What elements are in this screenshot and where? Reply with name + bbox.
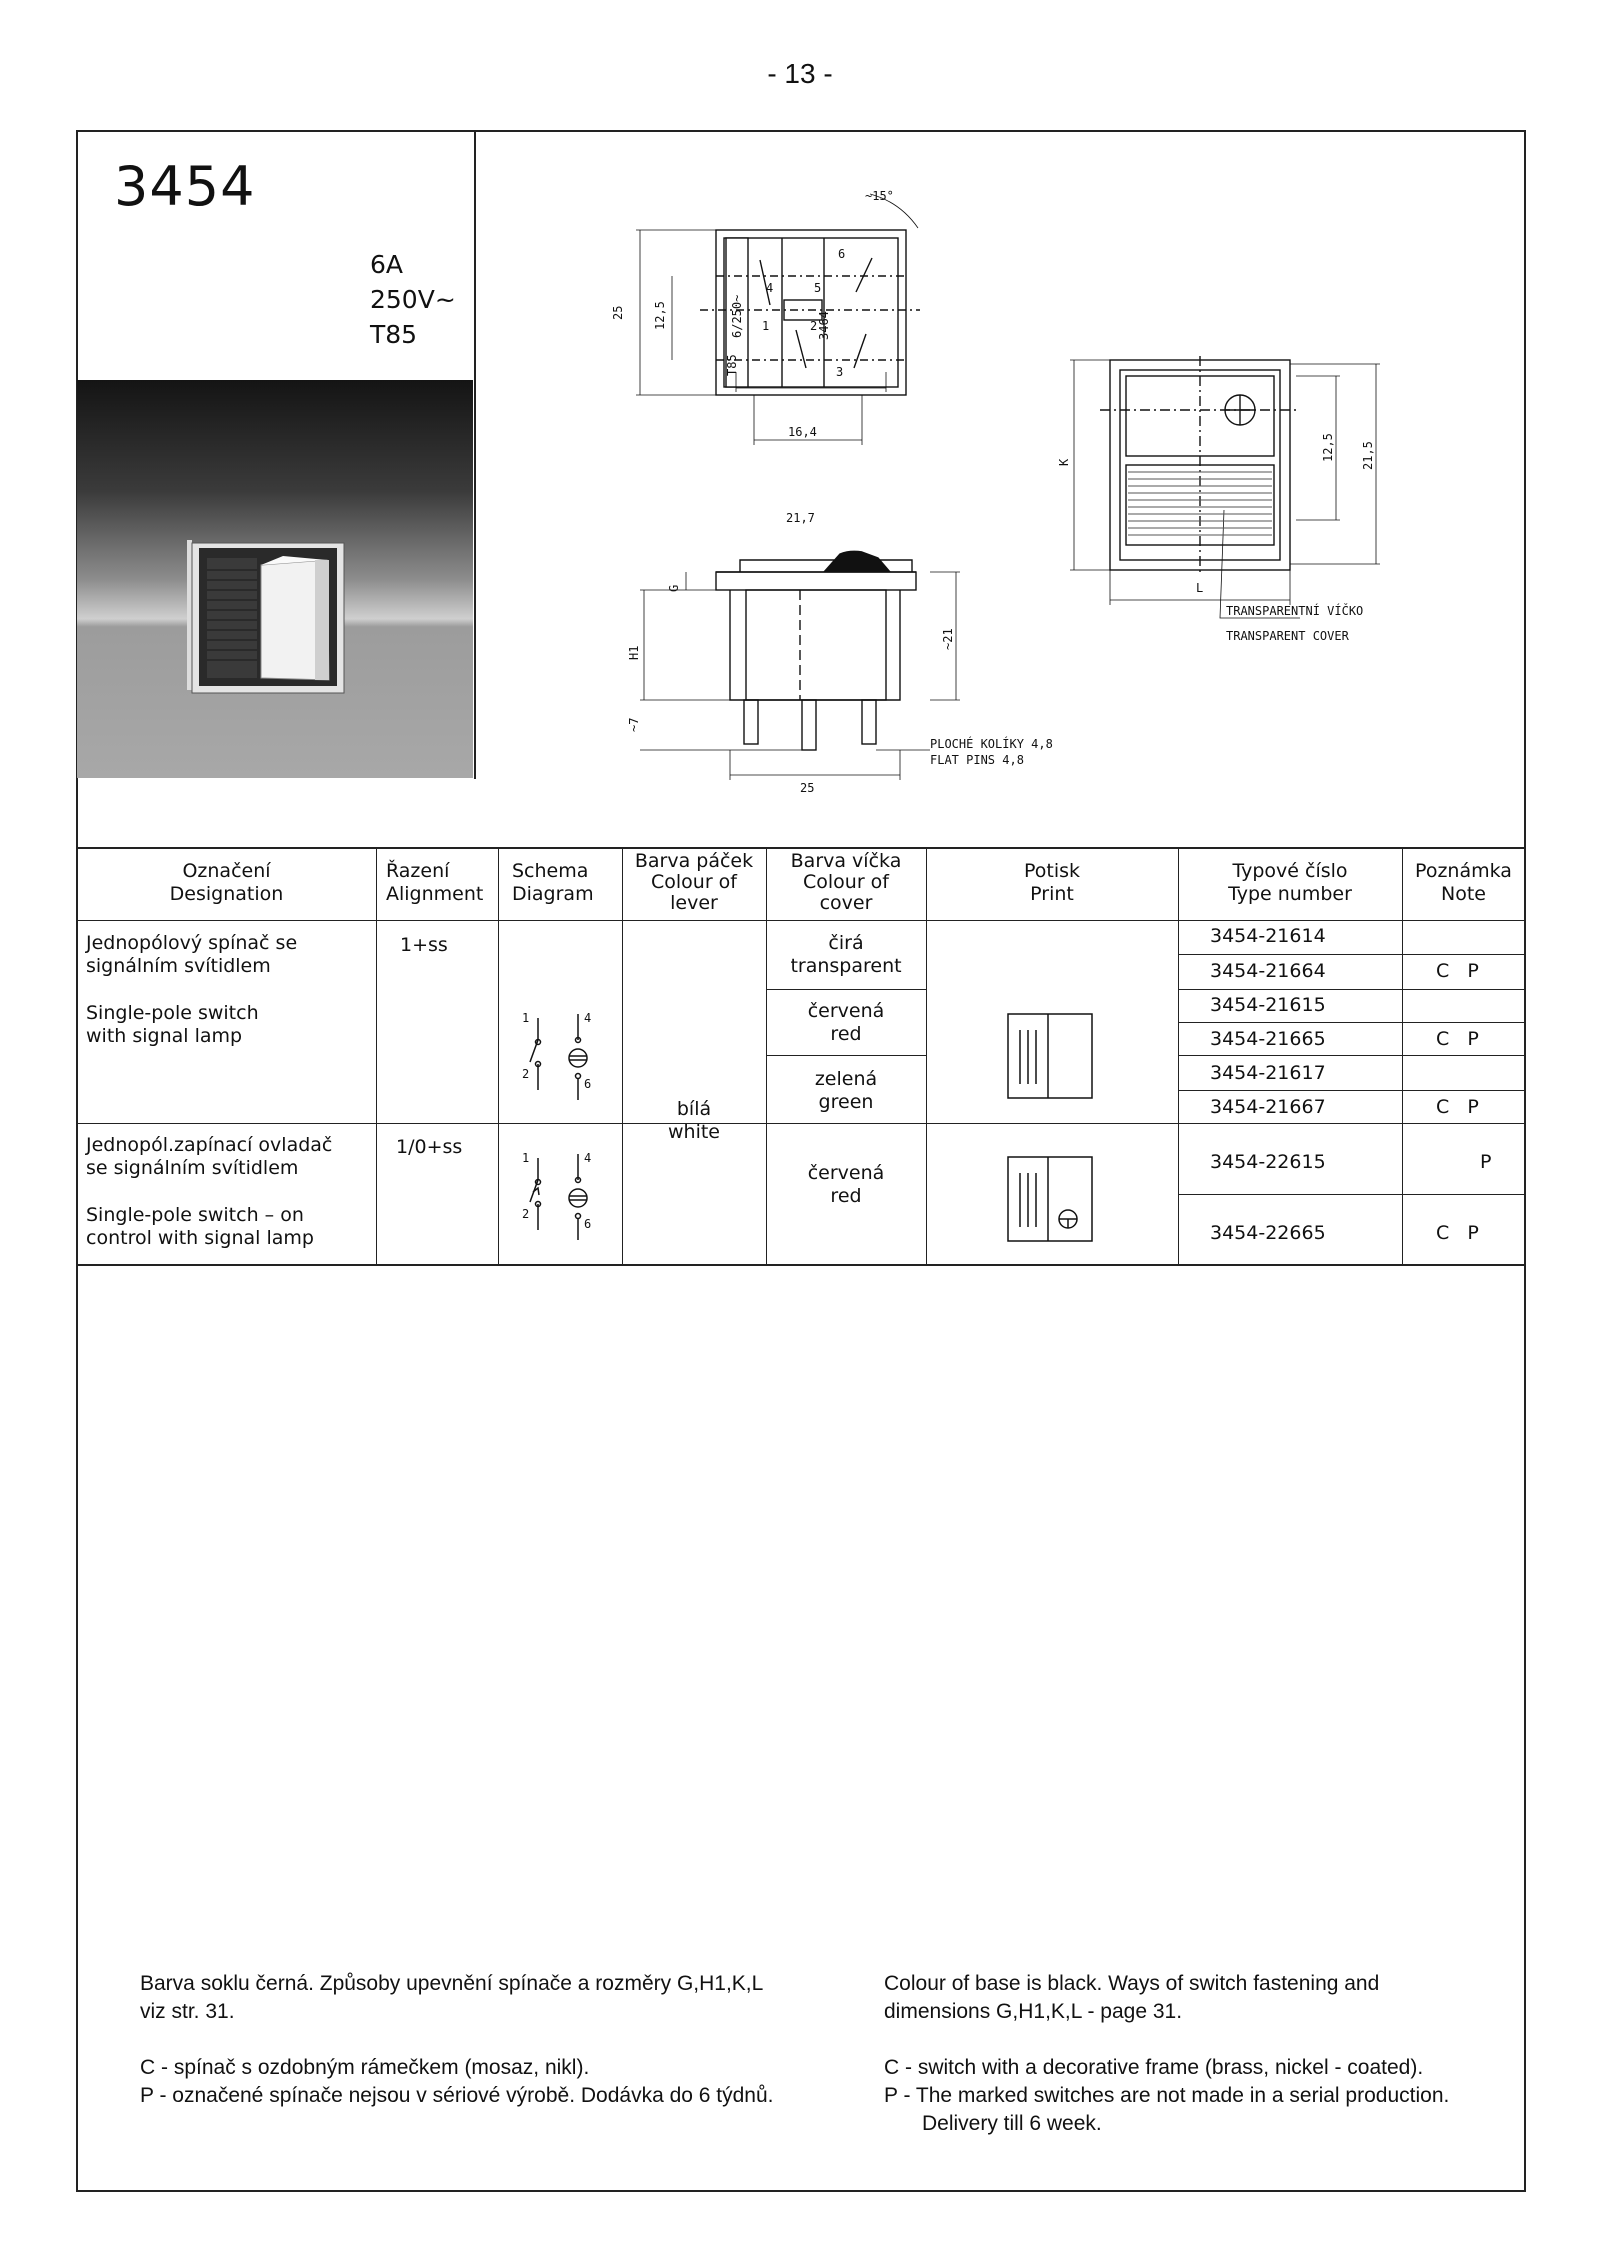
type-number: 3454-21614	[1210, 925, 1326, 947]
notes-czech: Barva soklu černá. Způsoby upevnění spínače a rozměry G,H1,K,L viz str. 31. C - spínač s ozdobným rámečkem (mosaz, nikl). P - označené spínače nejsou v sériové výrobě. Dodávka do 6 týdnů.	[140, 1972, 774, 2107]
dim-g: G	[667, 584, 681, 592]
marking-3464: 3464	[817, 311, 831, 340]
dim-front-inner: 12,5	[1321, 433, 1335, 462]
marking-pin-4: 4	[766, 281, 774, 295]
model-number: 3454	[114, 155, 256, 218]
row-line-6	[1178, 1194, 1525, 1195]
table-bottom-border	[77, 1264, 1525, 1266]
type-number: 3454-21617	[1210, 1062, 1326, 1084]
front-view-drawing	[1070, 356, 1380, 618]
print-symbol-group1	[1006, 1012, 1096, 1102]
note-cell: C P	[1436, 960, 1479, 982]
cover-label-cz: TRANSPARENTNÍ VÍČKO	[1226, 604, 1364, 618]
marking-rating: 6/250~	[730, 294, 744, 338]
cover-red-group2: červená red	[807, 1162, 885, 1207]
dim-h1: H1	[627, 645, 641, 660]
designation-group2: Jednopól.zapínací ovladač se signálním svítidlem Single-pole switch – on control with signal lamp	[86, 1134, 333, 1249]
type-number: 3454-21664	[1210, 960, 1326, 982]
col-divider-5	[926, 848, 927, 1264]
col-divider-6	[1178, 848, 1179, 1264]
switch-photo-render	[77, 380, 473, 778]
rating-current: 6A	[370, 250, 404, 279]
schema-diagram-group2	[500, 1140, 620, 1250]
type-number: 3454-22615	[1210, 1151, 1326, 1173]
row-line-3	[1178, 1022, 1525, 1023]
dim-angle: ~15°	[865, 189, 894, 203]
cover-transparent: čirá transparent	[790, 932, 902, 977]
product-photo	[77, 380, 473, 778]
dim-top-inner: 12,5	[653, 301, 667, 330]
dim-front-outer: 21,5	[1361, 441, 1375, 470]
cover-green: zelená green	[814, 1068, 878, 1113]
header-alignment: Řazení Alignment	[386, 860, 484, 905]
svg-text:6: 6	[584, 1217, 592, 1231]
svg-text:4: 4	[584, 1011, 592, 1025]
col-divider-7	[1402, 848, 1403, 1264]
type-number: 3454-21615	[1210, 994, 1326, 1016]
header-diagram: Schema Diagram	[512, 860, 594, 905]
type-number: 3454-21667	[1210, 1096, 1326, 1118]
dim-side-bottom: 25	[800, 781, 815, 795]
pins-label-cz: PLOCHÉ KOLÍKY 4,8	[930, 737, 1053, 751]
alignment-group2: 1/0+ss	[396, 1136, 463, 1158]
cover-red: červená red	[807, 1000, 885, 1045]
table-group-border	[77, 1123, 1525, 1124]
marking-pin-5: 5	[814, 281, 822, 295]
dim-side-top: 21,7	[786, 511, 815, 525]
dim-side-height: ~21	[941, 628, 955, 650]
note-cell: C P	[1436, 1096, 1479, 1118]
note-cell: P	[1480, 1151, 1492, 1173]
header-type: Typové číslo Type number	[1228, 860, 1352, 905]
rating-voltage: 250V~	[370, 285, 456, 314]
col-divider-1	[376, 848, 377, 1264]
dimension-drawings	[600, 180, 1500, 800]
note-cell: C P	[1436, 1222, 1479, 1244]
notes-english: Colour of base is black. Ways of switch fastening and dimensions G,H1,K,L - page 31. C - switch with a decorative frame (brass, nickel - coated). P - The marked switches are not made in a serial production. Delivery till 6 week.	[884, 1972, 1450, 2135]
dim-top-height: 25	[611, 305, 625, 320]
col-divider-2	[498, 848, 499, 1264]
type-number: 3454-21665	[1210, 1028, 1326, 1050]
table-header-border	[77, 920, 1525, 921]
svg-text:1: 1	[522, 1011, 530, 1025]
lever-colour: bílá white	[668, 1098, 720, 1143]
print-symbol-group2	[1006, 1155, 1096, 1245]
header-note: Poznámka Note	[1415, 860, 1512, 905]
alignment-group1: 1+ss	[400, 934, 448, 956]
dim-k: K	[1057, 458, 1071, 466]
table-top-border	[77, 847, 1525, 849]
page-number: - 13 -	[767, 58, 833, 89]
header-print: Potisk Print	[1023, 860, 1081, 905]
marking-pin-1: 1	[762, 319, 770, 333]
svg-text:2: 2	[522, 1067, 530, 1081]
cover-line-1	[766, 989, 926, 990]
svg-text:6: 6	[584, 1077, 592, 1091]
row-line-4	[1178, 1055, 1525, 1056]
row-line-2	[1178, 989, 1525, 990]
header-designation: Označení Designation	[169, 860, 284, 905]
cover-label-en: TRANSPARENT COVER	[1226, 629, 1349, 643]
marking-t85: T85	[725, 354, 739, 376]
rating-temperature: T85	[370, 320, 418, 349]
svg-text:4: 4	[584, 1151, 592, 1165]
marking-pin-6: 6	[838, 247, 846, 261]
designation-group1: Jednopólový spínač se signálním svítidlem Single-pole switch with signal lamp	[86, 932, 298, 1047]
header-cover: Barva víčka Colour of cover	[790, 850, 902, 914]
svg-text:2: 2	[522, 1207, 530, 1221]
header-lever: Barva páček Colour of lever	[634, 850, 754, 914]
pins-label-en: FLAT PINS 4,8	[930, 753, 1024, 767]
row-line-1	[1178, 954, 1525, 955]
cover-line-2	[766, 1055, 926, 1056]
photo-divider	[474, 131, 476, 779]
type-number: 3454-22665	[1210, 1222, 1326, 1244]
dim-top-width: 16,4	[788, 425, 817, 439]
top-view-drawing	[636, 194, 920, 445]
dim-pin-length: ~7	[627, 717, 641, 732]
dim-l: L	[1196, 581, 1204, 595]
marking-pin-2: 2	[810, 319, 818, 333]
marking-pin-3: 3	[836, 365, 844, 379]
svg-text:1: 1	[522, 1151, 530, 1165]
note-cell: C P	[1436, 1028, 1479, 1050]
row-line-5	[1178, 1090, 1525, 1091]
schema-diagram-group1	[500, 1000, 620, 1110]
